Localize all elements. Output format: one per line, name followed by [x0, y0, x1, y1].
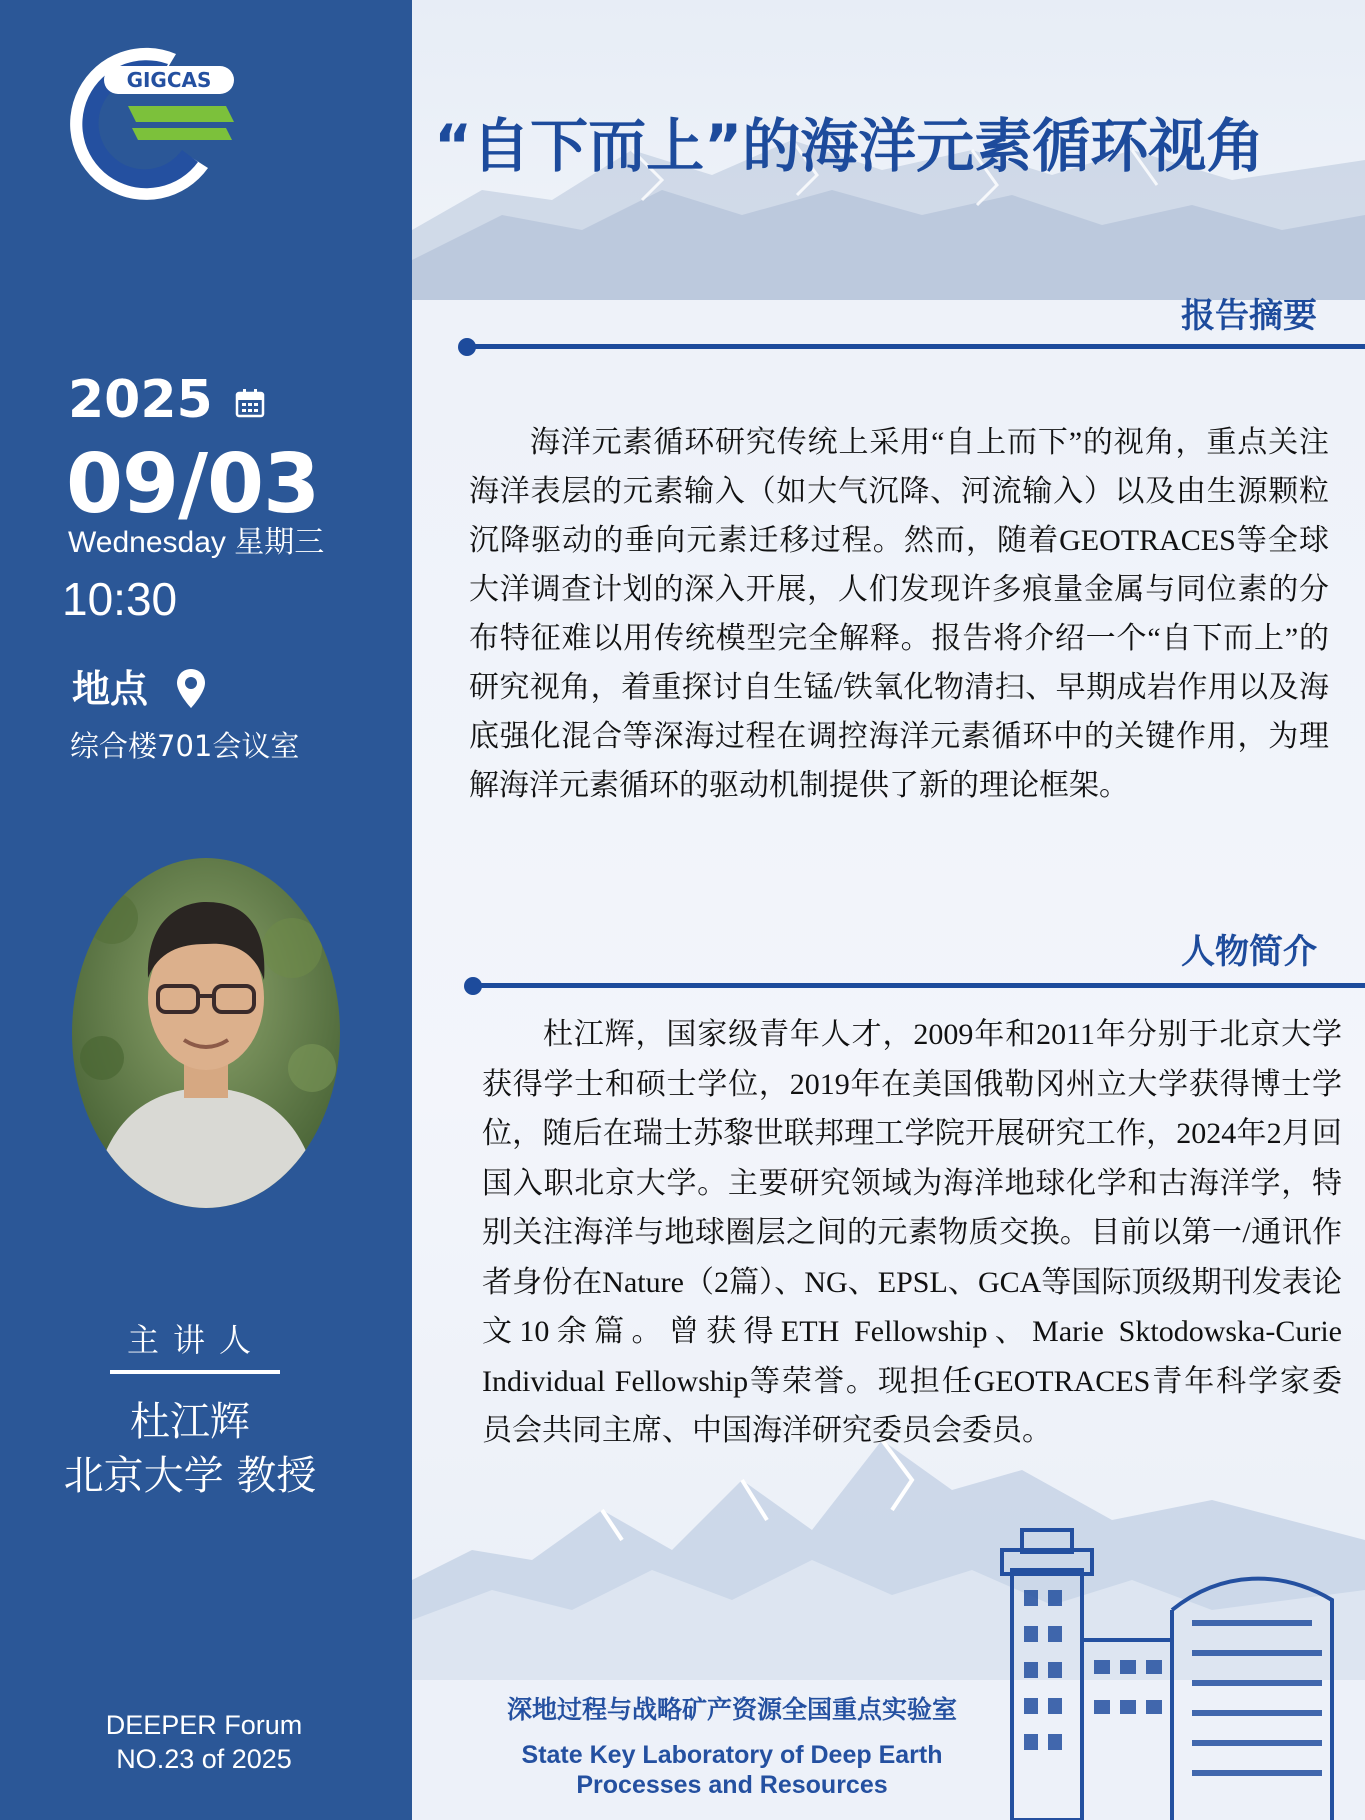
lab-name-en-line2: Processes and Resources: [576, 1771, 888, 1799]
main-panel: [412, 0, 1365, 1820]
abstract-divider: [464, 344, 1365, 349]
bio-label: 人物简介: [1181, 932, 1317, 972]
svg-text:GIGCAS: GIGCAS: [126, 68, 212, 92]
sidebar: [0, 0, 412, 1820]
bio-text: [482, 1010, 1342, 1456]
forum-number: NO.23 of 2025: [116, 1744, 292, 1774]
abstract-label: 报告摘要: [1181, 296, 1317, 336]
speaker-heading: 主讲人: [126, 1321, 265, 1359]
event-time: 10:30: [62, 573, 178, 625]
speaker-title: 北京大学 教授: [63, 1453, 317, 1499]
location-row: [72, 666, 206, 712]
lab-name-cn: 深地过程与战略矿产资源全国重点实验室: [506, 1695, 957, 1724]
bio-body: 杜江辉，国家级青年人才，2009年和2011年分别于北京大学获得学士和硕士学位，2019年在美国俄勒冈州立大学获得博士学位，随后在瑞士苏黎世联邦理工学院开展研究工作，2024年2月回国入职北京大学。主要研究领域为海洋地球化学和古海洋学，特别关注海洋与地球圈层之间的元素物质交换。目前以第一/通讯作者身份在Nature（2篇）、NG、EPSL、GCA等国际顶级期刊发表论文10余篇。曾获得ETH Fellowship、Marie Sktodowska-Curie Individual Fellowship等荣誉。现担任GEOTRACES青年科学家委员会共同主席、中国海洋研究委员会委员。: [482, 1018, 1342, 1447]
main-title: “自下而上”的海洋元素循环视角: [434, 112, 1265, 180]
location-pin-icon: [176, 668, 206, 710]
location-value: 综合楼701会议室: [70, 729, 300, 763]
abstract-text: [469, 418, 1329, 810]
forum-name: DEEPER Forum: [105, 1710, 303, 1740]
bio-divider: [472, 983, 1365, 988]
speaker-name: 杜江辉: [130, 1399, 250, 1445]
event-year: 2025: [68, 370, 213, 430]
lab-name-en: [472, 1740, 992, 1800]
lab-name-en-line1: State Key Laboratory of Deep Earth: [521, 1741, 943, 1769]
event-weekday: Wednesday 星期三: [68, 526, 325, 559]
event-date: 09/03: [66, 437, 320, 532]
speaker-divider: [110, 1370, 280, 1374]
speaker-photo: [72, 858, 340, 1208]
gigcas-logo-icon: [58, 36, 238, 204]
location-label: 地点: [72, 667, 149, 711]
calendar-icon: [235, 388, 265, 418]
building-illustration: [982, 1510, 1342, 1820]
abstract-body: 海洋元素循环研究传统上采用“自上而下”的视角，重点关注海洋表层的元素输入（如大气沉降、河流输入）以及由生源颗粒沉降驱动的垂向元素迁移过程。然而，随着GEOTRACES等全球大洋调查计划的深入开展，人们发现许多痕量金属与同位素的分布特征难以用传统模型完全解释。报告将介绍一个“自下而上”的研究视角，着重探讨自生锰/铁氧化物清扫、早期成岩作用以及海底强化混合等深海过程在调控海洋元素循环中的关键作用，为理解海洋元素循环的驱动机制提供了新的理论框架。: [469, 426, 1329, 802]
date-year-row: [68, 370, 265, 430]
forum-info: [0, 1708, 408, 1776]
